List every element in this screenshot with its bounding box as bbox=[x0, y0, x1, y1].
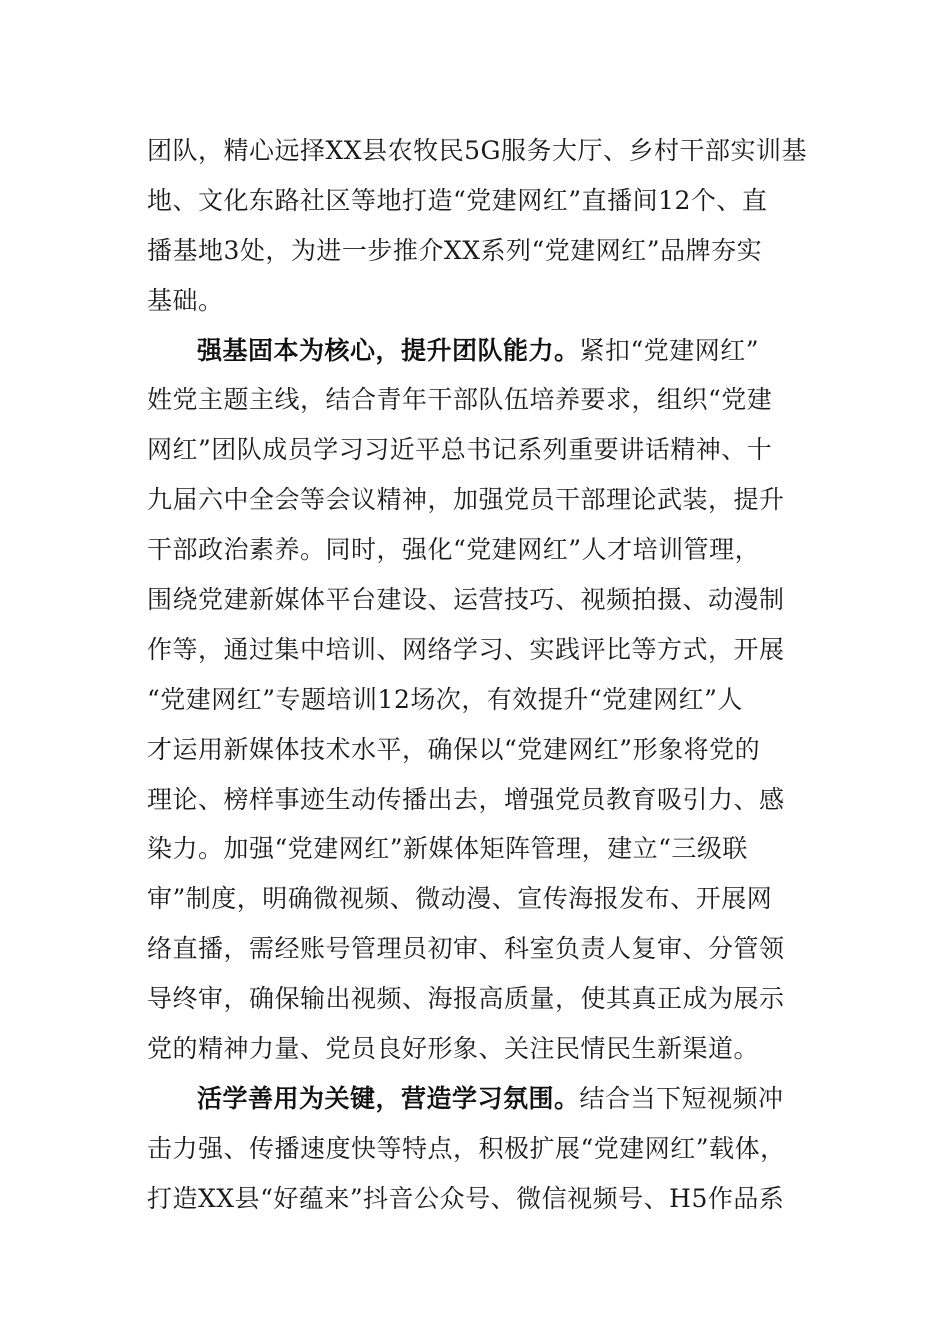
paragraph-line: 染力。加强“党建网红”新媒体矩阵管理，建立“三级联 bbox=[147, 834, 748, 864]
paragraph-line: 干部政治素养。同时，强化“党建网红”人才培训管理， bbox=[147, 535, 761, 565]
paragraph-line: 姓党主题主线，结合青年干部队伍培养要求，组织“党建 bbox=[147, 385, 773, 415]
paragraph-line: 团队，精心远择XX县农牧民5G服务大厅、乡村干部实训基 bbox=[147, 136, 807, 165]
paragraph-line: 络直播，需经账号管理员初审、科室负责人复审、分管领 bbox=[147, 934, 785, 964]
document-body bbox=[147, 126, 807, 1224]
paragraph-first-line-text: 结合当下短视频冲 bbox=[579, 1083, 784, 1113]
paragraph-line: 理论、榜样事迹生动传播出去，增强党员教育吸引力、感 bbox=[147, 784, 785, 814]
paragraph-1 bbox=[147, 126, 807, 326]
paragraph-line: 播基地3处，为进一步推介XX系列“党建网红”品牌夯实 bbox=[147, 235, 763, 265]
paragraph-line: 击力强、传播速度快等特点，积极扩展“党建网红”载体， bbox=[147, 1133, 786, 1163]
paragraph-3 bbox=[147, 1074, 802, 1224]
paragraph-line: 地、文化东路社区等地打造“党建网红”直播间12个、直 bbox=[147, 185, 768, 215]
paragraph-lead-heading: 活学善用为关键，营造学习氛围。 bbox=[197, 1083, 580, 1113]
paragraph-line: 作等，通过集中培训、网络学习、实践评比等方式，开展 bbox=[147, 634, 785, 664]
paragraph-first-line-text: 紧扣“党建网红” bbox=[579, 335, 760, 365]
paragraph-line: 基础。 bbox=[147, 285, 224, 315]
paragraph-first-line bbox=[147, 326, 802, 376]
paragraph-line: “党建网红”专题培训12场次，有效提升“党建网红”人 bbox=[147, 684, 743, 714]
paragraph-2 bbox=[147, 326, 802, 1074]
paragraph-line: 审”制度，明确微视频、微动漫、宣传海报发布、开展网 bbox=[147, 884, 773, 914]
paragraph-line: 才运用新媒体技术水平，确保以“党建网红”形象将党的 bbox=[147, 734, 761, 764]
paragraph-first-line bbox=[147, 1074, 802, 1124]
paragraph-line: 九届六中全会等会议精神，加强党员干部理论武装，提升 bbox=[147, 485, 785, 515]
paragraph-line: 党的精神力量、党员良好形象、关注民情民生新渠道。 bbox=[147, 1034, 760, 1064]
paragraph-line: 围绕党建新媒体平台建设、运营技巧、视频拍摄、动漫制 bbox=[147, 585, 785, 615]
paragraph-line: 打造XX县“好蕴来”抖音公众号、微信视频号、H5作品系 bbox=[147, 1183, 785, 1213]
paragraph-line: 网红”团队成员学习习近平总书记系列重要讲话精神、十 bbox=[147, 435, 773, 465]
paragraph-line: 导终审，确保输出视频、海报高质量，使其真正成为展示 bbox=[147, 984, 785, 1014]
paragraph-lead-heading: 强基固本为核心，提升团队能力。 bbox=[197, 335, 580, 365]
